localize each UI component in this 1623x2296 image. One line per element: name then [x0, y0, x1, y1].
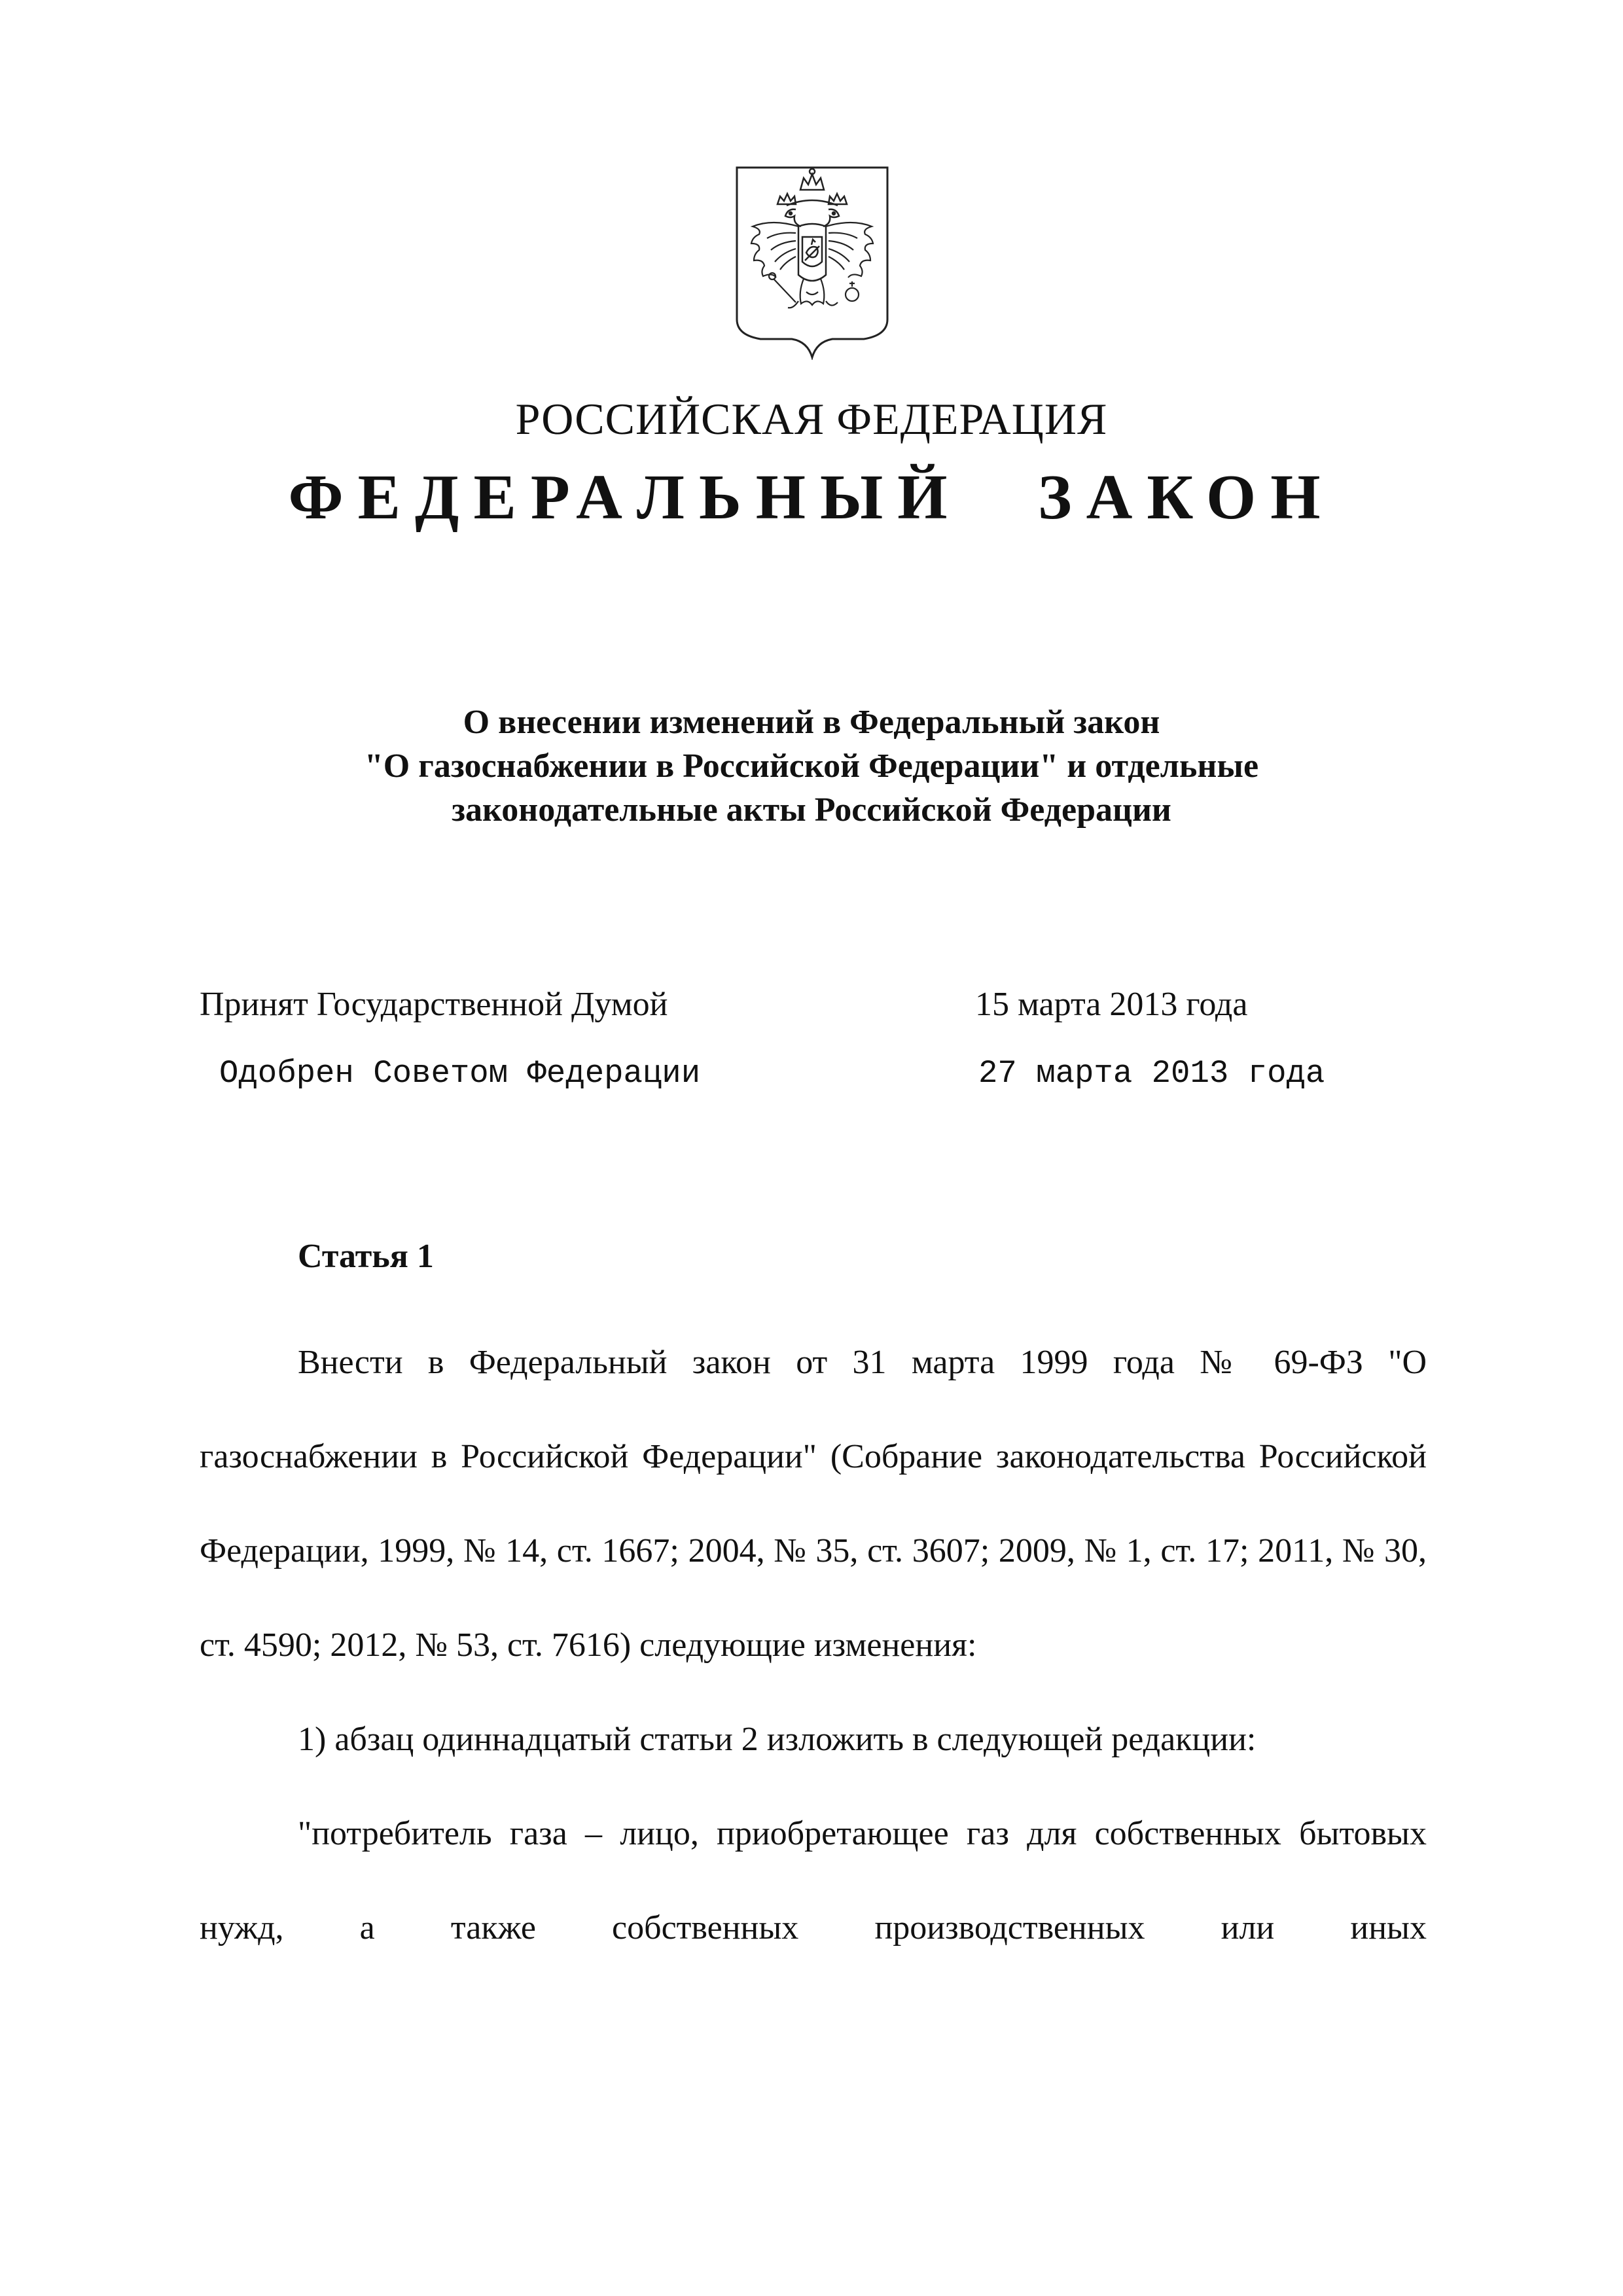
article-paragraph: "потребитель газа – лицо, приобретающее газ для собственных бытовых нужд, а также собственных производственных или иных	[200, 1815, 1427, 1946]
article-paragraph: Внести в Федеральный закон от 31 марта 1999 года № 69-ФЗ "О газоснабжении в Российской Федерации" (Собрание законодательства Российской Федерации, 1999, № 14, ст. 1667; 2004, № 35, ст. 3607; 2009, № 1, ст. 17; 2011, № 30, ст. 4590; 2012, № 53, ст. 7616) следующие изменения:	[200, 1344, 1427, 1664]
law-title-line-3: законодательные акты Российской Федерации	[452, 791, 1171, 829]
council-approval-label: Одобрен Советом Федерации	[219, 1055, 701, 1092]
law-title-line-2: "О газоснабжении в Российской Федерации" и отдельные	[364, 747, 1259, 785]
duma-adoption-date: 15 марта 2013 года	[975, 986, 1248, 1023]
law-title-line-1: О внесении изменений в Федеральный закон	[463, 704, 1160, 741]
article-body	[200, 1316, 1427, 1975]
coat-of-arms-emblem	[733, 164, 891, 360]
article-heading: Статья 1	[298, 1238, 434, 1275]
russian-coat-of-arms-icon	[733, 164, 891, 360]
duma-adoption-label: Принят Государственной Думой	[200, 986, 668, 1023]
law-title	[0, 700, 1623, 832]
article-paragraph: 1) абзац одиннадцатый статьи 2 изложить в следующей редакции:	[298, 1721, 1257, 1758]
country-name: РОССИЙСКАЯ ФЕДЕРАЦИЯ	[515, 394, 1108, 444]
council-approval-date: 27 марта 2013 года	[978, 1055, 1325, 1092]
document-type-heading: ФЕДЕРАЛЬНЫЙ ЗАКОН	[288, 462, 1335, 533]
